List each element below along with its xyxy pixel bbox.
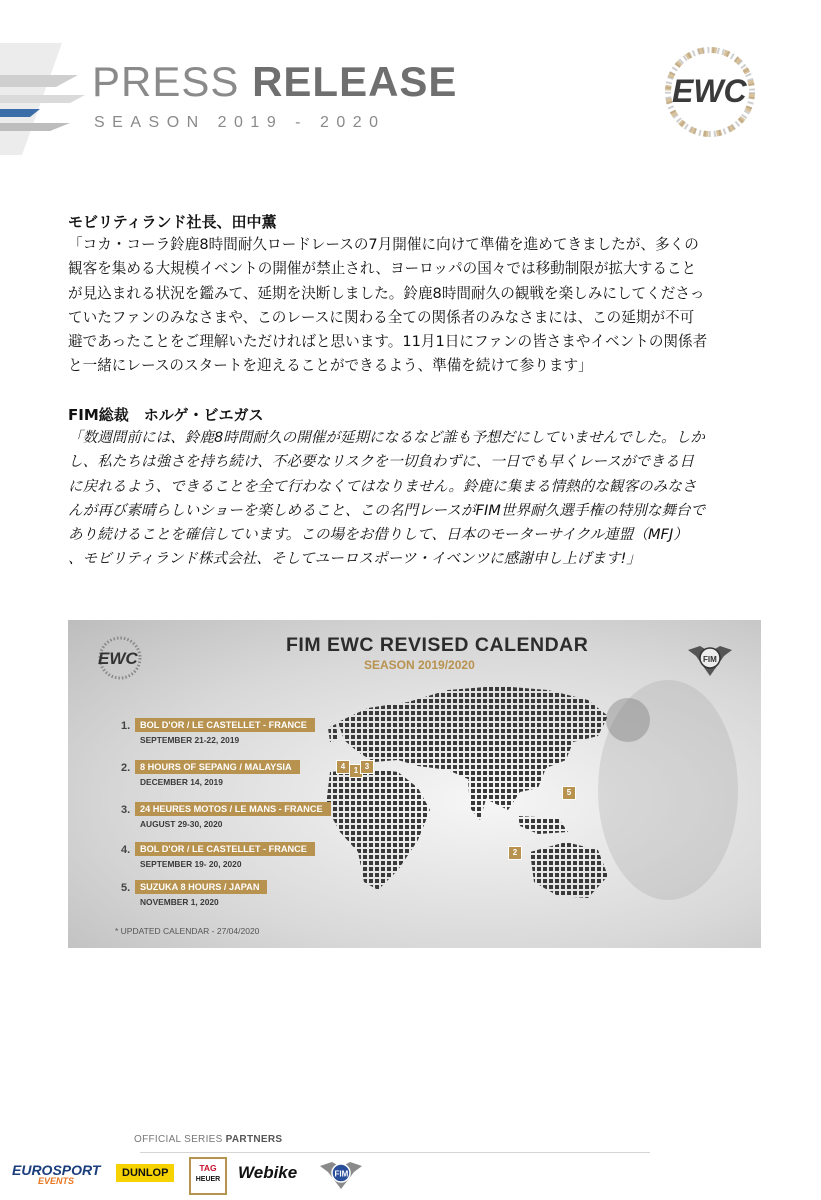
tag-text: TAG — [199, 1163, 217, 1173]
eurosport-text: EUROSPORT — [12, 1162, 101, 1178]
event-name: 8 HOURS OF SEPANG / MALAYSIA — [135, 760, 300, 774]
quote-line: 、モビリティランド株式会社、そしてユーロスポーツ・イベンツに感謝申し上げます!」 — [68, 550, 641, 568]
quote-line: 「数週間前には、鈴鹿8時間耐久の開催が延期になるなど誰も予想だにしていませんでした。しか — [68, 429, 705, 446]
calendar-update-note: * UPDATED CALENDAR - 27/04/2020 — [115, 926, 260, 936]
eurosport-events-text: EVENTS — [38, 1176, 75, 1186]
fim-badge-text: FIM — [703, 655, 717, 664]
fim-footer-logo-icon — [318, 1154, 364, 1192]
webike-logo — [238, 1163, 297, 1183]
dunlop-logo — [116, 1164, 174, 1182]
map-marker-1: 1 — [349, 764, 363, 778]
quote-line: ていたファンのみなさまや、このレースに関わる全ての関係者のみなさまには、この延期が不可 — [68, 308, 695, 326]
quote-line: 避であったことをご理解いただければと思います。11月1日にファンの皆さまやイベントの関係者 — [68, 333, 708, 351]
quote-line: んが再び素晴らしいショーを楽しめること、この名門レースがFIM世界耐久選手権の特別な舞台で — [68, 501, 706, 519]
tag-heuer-logo — [189, 1157, 227, 1195]
eurosport-logo — [12, 1162, 100, 1186]
map-marker-2: 2 — [508, 846, 522, 860]
quote-line: 観客を集める大規模イベントの開催が禁止され、ヨーロッパの国々では移動制限が拡大すること — [68, 260, 697, 278]
event-number: 4. — [121, 844, 131, 856]
event-name: 24 HEURES MOTOS / LE MANS - FRANCE — [135, 802, 331, 816]
dunlop-text: DUNLOP — [122, 1167, 169, 1179]
event-name: BOL D'OR / LE CASTELLET - FRANCE — [135, 718, 315, 732]
quote-line: 「コカ・コーラ鈴鹿8時間耐久ロードレースの7月開催に向けて準備を進めてきましたが、多くの — [68, 236, 699, 253]
event-number: 5. — [121, 882, 131, 894]
heuer-text: HEUER — [195, 1176, 221, 1183]
fim-footer-text: FIM — [334, 1169, 349, 1179]
speaker-name-2: FIM総裁 ホルゲ・ビエガス — [68, 406, 264, 424]
calendar-title: FIM EWC REVISED CALENDAR — [286, 634, 589, 656]
fim-badge-icon — [684, 636, 736, 680]
statement-quote-2 — [68, 426, 758, 572]
event-number: 3. — [121, 804, 131, 816]
event-name: SUZUKA 8 HOURS / JAPAN — [135, 880, 267, 894]
event-number: 1. — [121, 720, 131, 732]
footer-divider — [140, 1152, 650, 1153]
ewc-logo-text: EWC — [672, 73, 747, 109]
event-date: DECEMBER 14, 2019 — [140, 777, 223, 787]
quote-line: が見込まれる状況を鑑みて、延期を決断しました。鈴鹿8時間耐久の観戦を楽しみにしてくださっ — [68, 284, 705, 302]
header-stripes-decoration — [0, 35, 85, 155]
official-partners-label: OFFICIAL SERIES PARTNERS — [134, 1134, 283, 1145]
event-date: NOVEMBER 1, 2020 — [140, 897, 219, 907]
quote-line: に戻れるよう、できることを全て行わなくてはなりません。鈴鹿に集まる情熱的な観客のみなさ — [68, 477, 697, 495]
event-date: SEPTEMBER 21-22, 2019 — [140, 735, 240, 745]
quote-line: と一緒にレースのスタートを迎えることができるよう、準備を続けて参ります」 — [68, 357, 593, 375]
event-date: AUGUST 29-30, 2020 — [140, 819, 223, 829]
press-release-title: PRESS RELEASE — [92, 58, 458, 105]
ewc-logo-icon — [650, 40, 760, 140]
webike-text: Webike — [238, 1163, 298, 1182]
season-subtitle: SEASON 2019 - 2020 — [94, 114, 386, 131]
calendar-subtitle: SEASON 2019/2020 — [364, 658, 475, 672]
map-marker-4: 4 — [336, 760, 350, 774]
quote-line: あり続けることを確信しています。この場をお借りして、日本のモーターサイクル連盟（MFJ） — [68, 526, 688, 544]
map-marker-5: 5 — [562, 786, 576, 800]
event-date: SEPTEMBER 19- 20, 2020 — [140, 859, 242, 869]
event-name: BOL D'OR / LE CASTELLET - FRANCE — [135, 842, 315, 856]
event-number: 2. — [121, 762, 131, 774]
speaker-name-1: モビリティランド社長、田中薫 — [68, 213, 277, 231]
calendar-ewc-logo-text: EWC — [98, 649, 138, 668]
map-marker-3: 3 — [360, 760, 374, 774]
statement-quote-1 — [68, 233, 758, 379]
calendar-ewc-logo-icon — [86, 634, 148, 682]
revised-calendar-image — [68, 620, 761, 948]
quote-line: し、私たちは強さを持ち続け、不必要なリスクを一切負わずに、一日でも早くレースができる日 — [68, 453, 694, 471]
